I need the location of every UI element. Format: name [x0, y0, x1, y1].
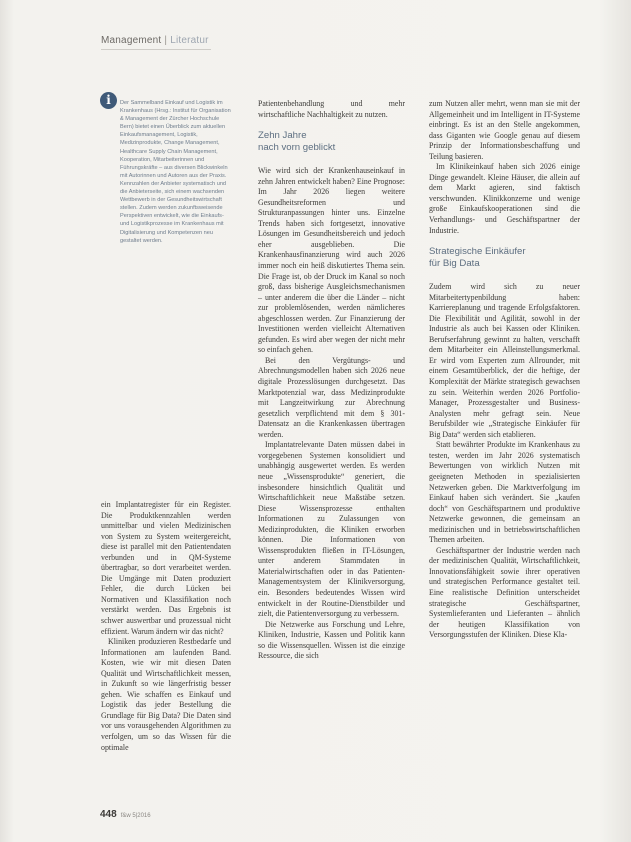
literature-infobox: Der Sammelband Einkauf und Logistik im Krankenhaus (Hrsg.: Institut für Organisation & Management der Zürcher Hochschule Bern) bietet einen Überblick zum aktuellen Einkaufsmanagement, Logistik, Medizinprodukte, Change Management, Healthcare Supply Chain Management, Kooperation, Mitarbeiterinnen und Führungskräfte – aus diversen Blickwinkeln mit Autorinnen und Autoren aus der Praxis. Kennzahlen der Anbieter systematisch und die Anbieterseite, sich einem wachsenden Wettbewerb in der Gesundheitswirtschaft stellen. Zudem werden zukunftsweisende Perspektiven entwickelt, wie die Einkaufs- und Logistikprozesse im Krankenhaus mit Digitalisierung und Kompetenzen neu gestaltet werden. — [120, 100, 231, 244]
text-column-2 — [258, 99, 405, 662]
text-column-1 — [101, 500, 231, 753]
magazine-issue: f&w 5|2016 — [120, 813, 151, 819]
paragraph: Geschäftspartner der Industrie werden nach der medizinischen Qualität, Wirtschaftlichkeit, Innovationsfähigkeit sowie ihrer operativen und strategischen Performance gestaltet teil. Eine realistische Definition unterscheidet strategische Geschäftspartner, Systemlieferanten und Lieferanten – ähnlich der heutigen Klassifikation von Versorgungsstufen der Kliniken. Diese Kla- — [429, 545, 580, 640]
page-footer — [100, 809, 151, 820]
page-number: 448 — [100, 809, 117, 820]
paragraph: Bei den Vergütungs- und Abrechnungsmodellen haben sich 2026 neue digitale Prozesslösungen durchgesetzt. Das Marktpotenzial war, dass Medizinprodukte mit Langzeitwirkung zur Abrechnung gesetzlich verpflichtend mit dem § 301-Datensatz an die Krankenkassen übertragen werden. — [258, 355, 405, 439]
subsection-title: Literatur — [170, 35, 209, 46]
section-header — [101, 35, 209, 46]
paragraph: Patientenbehandlung und mehr wirtschaftliche Nachhaltigkeit zu nutzen. — [258, 99, 405, 119]
section-title: Management — [101, 35, 162, 46]
header-divider — [101, 49, 211, 50]
paragraph: Wie wird sich der Krankenhauseinkauf in zehn Jahren entwickelt haben? Eine Prognose: Im Jahr 2026 liegen weitere Gesundheitsreformen und Strukturanpassungen hinter uns. Einzelne Trends haben sich fortgesetzt, innovative Lösungen im Gesundheitsbereich und jedoch eher ausgeblieben. Die Krankenhausfinanzierung wird auch 2026 immer noch ein heiß diskutiertes Thema sein. Die Frage ist, ob der Druck im Kanal so noch groß, dass bisherige Ausgleichsmechanismen – unter anderem die über die Länder – nicht zur problemlösenden, werden nämlicheres abgeschlossen werden. Zur Finanzierung der Investitionen werden vielleicht Alternativen gefunden. Es wird aber wegen der nicht mehr so einfach gehen. — [258, 166, 405, 355]
paragraph: Im Klinikeinkauf haben sich 2026 einige Dinge gewandelt. Kleine Häuser, die allein auf dem Markt agieren, sind faktisch verschwunden. Klinikkonzerne und wenige große Einkaufskooperationen sind die Verhandlungs- und Geschäftspartner der Industrie. — [429, 162, 580, 235]
section-heading-ten-years: Zehn Jahre nach vorn geblickt — [258, 130, 336, 154]
text-column-3 — [429, 99, 580, 641]
paragraph: Implantatrelevante Daten müssen dabei in vorgegebenen Systemen konsolidiert und unabhängig ausgewertet werden. Es werden neue „Wissensprodukte“ generiert, die insbesondere hinsichtlich Qualität und Wirtschaftlichkeit neue Maßstäbe setzen. Diese Wissensprozesse enthalten Informationen zu Zulassungen von Medizinprodukten, die Kliniken erworben können. Die Informationen von Wissensprodukten fließen in IT-Lösungen, unter anderem Stammdaten in Materialwirtschaften oder in das Patienten-Managementsystem der Klinikversorgung, ein. Besonders bedeutendes Wissen wird entwickelt in der Routine-Dienstbilder und zielt, die Patientenversorgung zu verbessern. — [258, 440, 405, 619]
paragraph: Die Netzwerke aus Forschung und Lehre, Kliniken, Industrie, Kassen und Politik kann so die Wissensquellen. Wissen ist die einzige Ressource, die sich — [258, 619, 405, 661]
info-icon: i — [100, 92, 117, 109]
section-heading-big-data: Strategische Einkäufer für Big Data — [429, 246, 526, 270]
paragraph: Statt bewährter Produkte im Krankenhaus zu testen, werden im Jahr 2026 systematisch Bewertungen von wirklich Nutzen mit geeigneten Methoden in spezialisierten Netzwerken geben. Die Marktverfolgung im Einkauf haben sich verändert. Sie „kaufen doch“ von Geschäftspartnern und produktive Netzwerke gewonnen, die gemeinsam an medizinischen und in betriebswirtschaftlichen Themen arbeiten. — [429, 440, 580, 545]
paragraph: Zudem wird sich zu neuer Mitarbeitertypenbildung haben: Karriereplanung und tragende Erfolgsfaktoren. Die Flexibilität und Agilität, sowohl in der Industrie als auch bei Kassen oder Kliniken. Berufserfahrung gewinnt zu halten, verschafft dem Mitarbeiter ein Alleinstellungsmerkmal. Er wird vom Experten zum Allrounder, mit einem Gesamtüberblick, der die heftige, der Komplexität der Märkte strategisch gewachsen zu sein. Weiterhin werden 2026 Portfolio-Manager, Prozessgestalter und Business-Analysten mehr gefragt sein. Neue Berufsbilder wie „Strategische Einkäufer für Big Data“ werden sich etablieren. — [429, 282, 580, 439]
paragraph: ein Implantatregister für ein Register. Die Produktkennzahlen werden unmittelbar und vielen Medizinischen von System zu System weitergereicht, diese ist parallel mit den Patientendaten verbunden und in QM-Systeme übertragbar, so dort verarbeitet werden. Die Umgänge mit Daten produziert Fehler, die durch Lücken bei Normativen und Klassifikation noch verstärkt werden. Das Ergebnis ist schwer auswertbar und prozessual nicht effizient. Warum ändern wir das nicht? — [101, 500, 231, 636]
paragraph: zum Nutzen aller mehrt, wenn man sie mit der Allgemeinheit und im Intelligent in IT-Systeme einbringt. Es ist an den Stelle angekommen, dass Giganten wie Google genau auf diesem Prinzip der Informationsbeschaffung und Teilung basieren. — [429, 99, 580, 161]
paragraph: Kliniken produzieren Restbedarfe und Informationen am laufenden Band. Kosten, wie wir mit diesen Daten Qualität und Wirtschaftlichkeit messen, in Zukunft so wie längerfristig besser gehen. Wie schaffen es Einkauf und Logistik das jeder Bestellung die Grundlage für Big Data? Die Daten sind vor uns vorausgehenden Algorithmen zu verfolgen, um so das Wissen für die optimale — [101, 637, 231, 752]
section-separator: | — [164, 35, 168, 46]
